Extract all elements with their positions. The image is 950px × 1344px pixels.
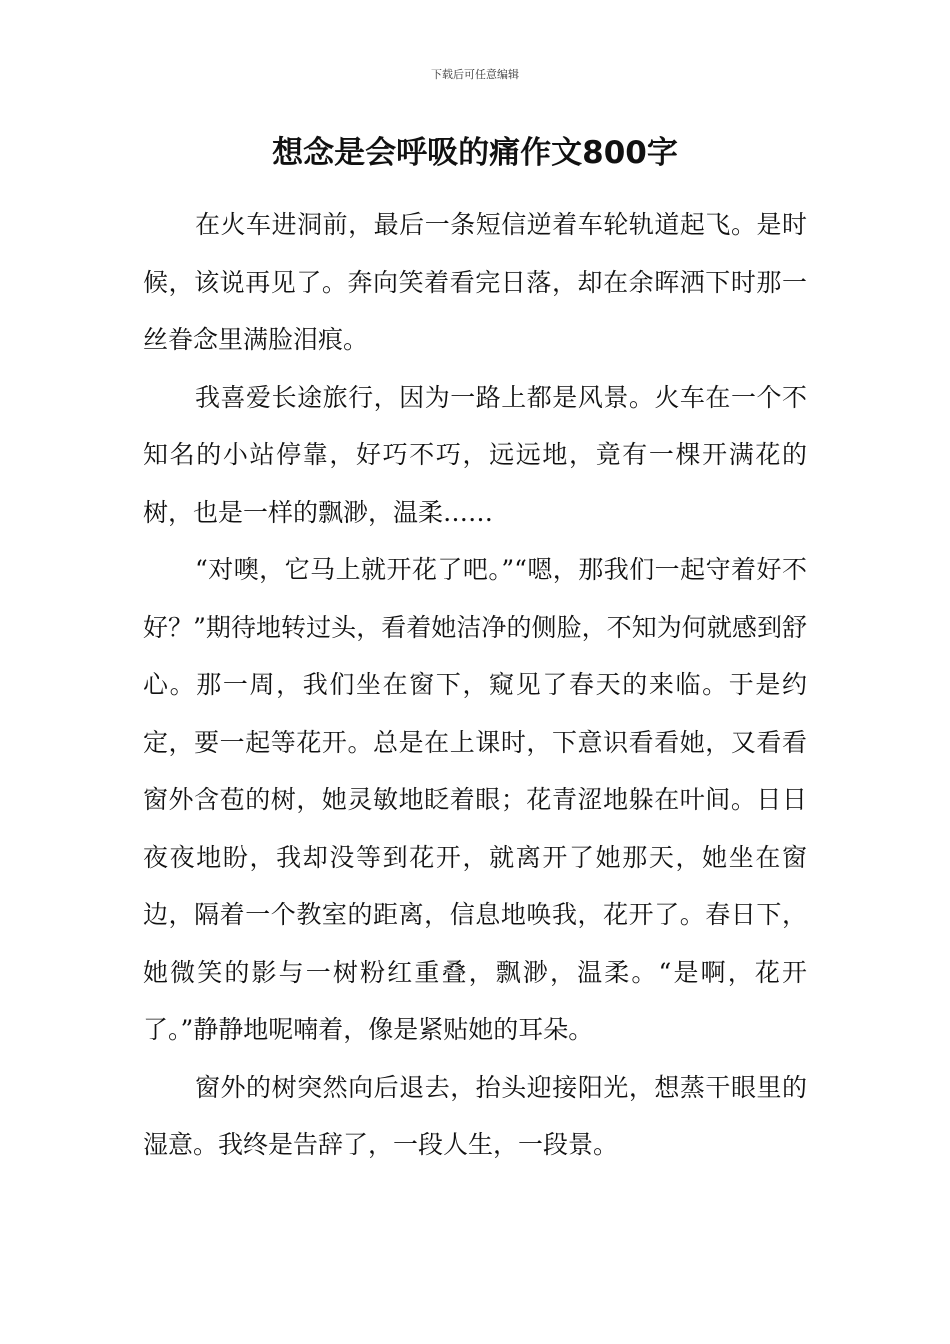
paragraph-4: 窗外的树突然向后退去，抬头迎接阳光，想蒸干眼里的湿意。我终是告辞了，一段人生，一段景。: [143, 1072, 807, 1159]
paragraph-1: 在火车进洞前，最后一条短信逆着车轮轨道起飞。是时候，该说再见了。奔向笑着看完日落，却在余晖洒下时那一丝眷念里满脸泪痕。: [143, 210, 807, 354]
paragraph-2: 我喜爱长途旅行，因为一路上都是风景。火车在一个不知名的小站停靠，好巧不巧，远远地，竟有一棵开满花的树，也是一样的飘渺，温柔……: [143, 382, 807, 527]
document-body: [143, 196, 807, 1174]
document-title: 想念是会呼吸的痛作文800字: [272, 135, 678, 171]
header-note: 下载后可任意编辑: [431, 68, 519, 81]
paragraph-3: “对噢，它马上就开花了吧。”“嗯，那我们一起守着好不好？”期待地转过头，看着她洁净的侧脸，不知为何就感到舒心。那一周，我们坐在窗下，窥见了春天的来临。于是约定，要一起等花开。总是在上课时，下意识看看她，又看看窗外含苞的树，她灵敏地眨着眼；花青涩地躲在叶间。日日夜夜地盼，我却没等到花开，就离开了她那天，她坐在窗边，隔着一个教室的距离，信息地唤我，花开了。春日下，她微笑的影与一树粉红重叠，飘渺，温柔。“是啊，花开了。”静静地呢喃着，像是紧贴她的耳朵。: [143, 555, 807, 1044]
